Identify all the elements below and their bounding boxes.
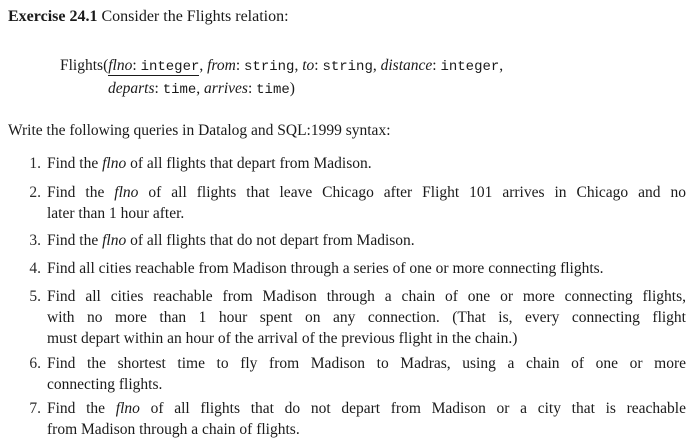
flno-term: flno xyxy=(102,232,127,249)
query-text-line: Find the flno of all flights that depart from Madison. xyxy=(47,155,372,172)
exercise-heading-text: Consider the Flights relation: xyxy=(101,8,289,25)
attr-flno-type: integer xyxy=(140,59,200,75)
flno-term: flno xyxy=(114,184,139,201)
query-text-line: Find the flno of all flights that leave Chicago after Flight 101 arrives in Chicago and no xyxy=(47,184,686,201)
exercise-heading xyxy=(8,7,289,27)
attr-from-type: string xyxy=(244,59,295,75)
query-text-line: Find the flno of all flights that do not depart from Madison or a city that is reachable xyxy=(47,400,686,417)
relation-schema xyxy=(60,55,503,101)
attr-to-name: to xyxy=(302,57,315,74)
query-number: 5. xyxy=(29,288,41,305)
attr-departs-type: time xyxy=(162,82,197,98)
query-number: 1. xyxy=(29,155,41,172)
attr-arrives-type: time xyxy=(256,82,290,98)
exercise-label: Exercise 24.1 xyxy=(8,8,98,25)
flno-term: flno xyxy=(102,155,127,172)
query-number: 7. xyxy=(29,400,41,417)
query-text-line: Find all cities reachable from Madison through a chain of one or more connecting flights, xyxy=(47,288,686,305)
query-text-line: from Madison through a chain of flights. xyxy=(47,421,300,438)
query-number: 2. xyxy=(29,184,41,201)
attr-flno-name: flno xyxy=(108,57,133,74)
query-number: 6. xyxy=(29,355,41,372)
query-text-line: connecting flights. xyxy=(47,376,163,393)
schema-line-1: Flights(flno: integer , from: string, to: string, distance: integer, xyxy=(60,57,504,75)
query-text-line: Find the flno of all flights that do not depart from Madison. xyxy=(47,232,415,249)
query-text-line: Find all cities reachable from Madison through a series of one or more connecting flights. xyxy=(47,260,604,277)
relation-name: Flights xyxy=(60,57,104,74)
attr-to-type: string xyxy=(322,59,373,75)
query-text-line: with no more than 1 hour spent on any connection. (That is, every connecting flight xyxy=(47,309,686,326)
query-text xyxy=(47,155,686,173)
instructions: Write the following queries in Datalog and SQL:1999 syntax: xyxy=(8,122,391,139)
query-text xyxy=(47,288,686,348)
attr-distance-name: distance xyxy=(380,57,433,74)
attr-arrives-name: arrives xyxy=(204,80,248,97)
attr-departs-name: departs xyxy=(108,80,155,97)
primary-key-underline xyxy=(108,75,199,76)
query-text xyxy=(47,232,686,250)
primary-key: flno: integer xyxy=(108,57,200,75)
attr-distance-type: integer xyxy=(440,59,500,75)
query-number: 3. xyxy=(29,232,41,249)
query-text-line: must depart within an hour of the arrival of the previous flight in the chain.) xyxy=(47,330,518,347)
attr-from-name: from xyxy=(207,57,236,74)
query-text-line: later than 1 hour after. xyxy=(47,205,185,222)
schema-line-2: departs: time, arrives: time) xyxy=(108,80,295,98)
query-text-line: Find the shortest time to fly from Madison to Madras, using a chain of one or more xyxy=(47,355,686,372)
query-text xyxy=(47,184,686,223)
query-number: 4. xyxy=(29,260,41,277)
query-text xyxy=(47,400,686,439)
query-text xyxy=(47,260,686,278)
query-text xyxy=(47,355,686,394)
flno-term: flno xyxy=(115,400,140,417)
